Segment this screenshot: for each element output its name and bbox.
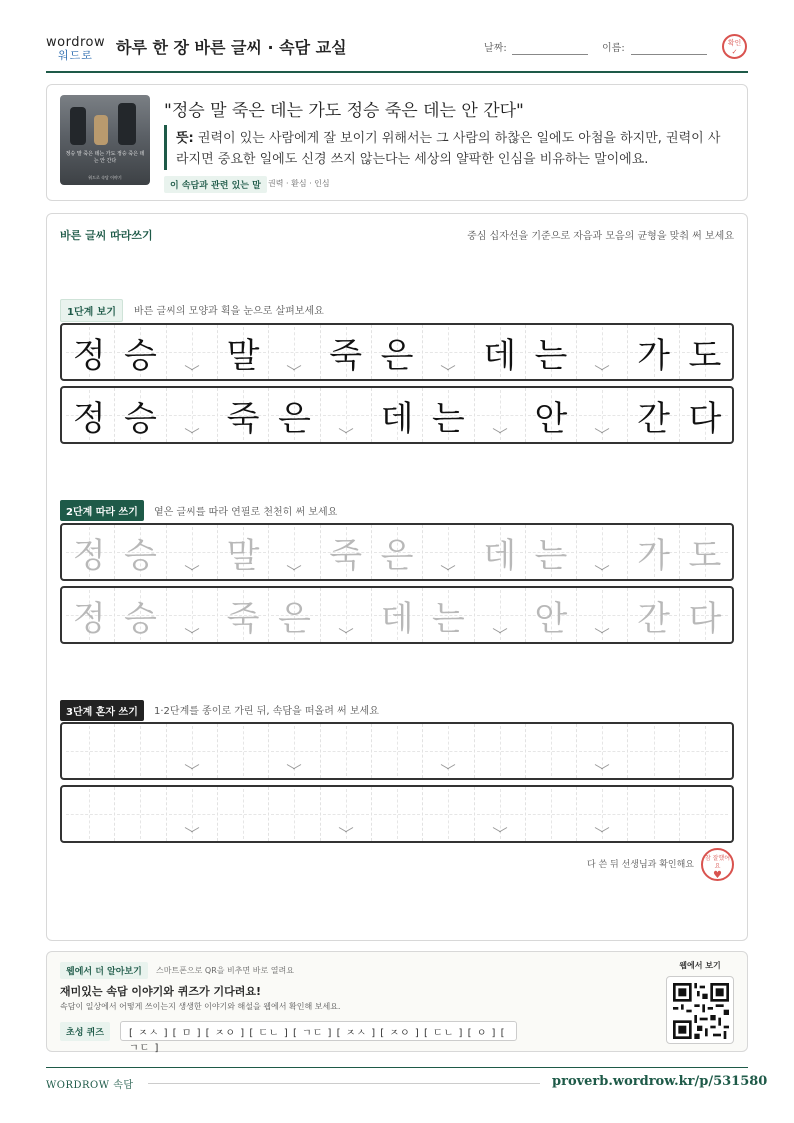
grid-cell[interactable] [372, 724, 423, 778]
meaning-accent-bar [164, 125, 167, 170]
grid-char: 말 [226, 535, 260, 576]
wordrow-logo[interactable] [46, 35, 108, 61]
grid-cell[interactable] [64, 787, 115, 841]
grid-cell[interactable] [680, 724, 730, 778]
grid-cell [64, 325, 115, 379]
teacher-note: 다 쓴 뒤 선생님과 확인해요 [586, 860, 694, 870]
step1-line2 [60, 386, 734, 444]
name-line [631, 54, 707, 55]
step1-line1 [60, 323, 734, 381]
space-mark-icon [185, 565, 199, 573]
grid-cell[interactable] [321, 724, 372, 778]
proverb-meaning [176, 128, 726, 170]
space-mark-icon [441, 764, 455, 772]
grid-char: 데 [483, 335, 517, 376]
grid-cell [526, 388, 577, 442]
footer-rule [46, 1067, 748, 1068]
grid-cell [680, 325, 730, 379]
grid-char: 안 [534, 398, 568, 439]
grid-cell[interactable] [269, 525, 320, 579]
space-mark-icon [595, 428, 609, 436]
grid-cell[interactable] [577, 588, 628, 642]
grid-cell[interactable] [115, 525, 166, 579]
grid-char: 죽 [329, 335, 363, 376]
grid-cell[interactable] [218, 787, 269, 841]
space-mark-icon [595, 628, 609, 636]
space-mark-icon [595, 365, 609, 373]
step2-note: 옅은 글씨를 따라 연필로 천천히 써 보세요 [154, 507, 338, 518]
meaning-text: 권력이 있는 사람에게 잘 보이기 위해서는 그 사람의 하찮은 일에도 아첨을 하지만, 권력이 사라지면 중요한 일에도 신경 쓰지 않는다는 세상의 얄팍한 인심을 비유하는 말이에요. [176, 131, 721, 167]
thumbnail-caption: 정승 말 죽은 데는 가도 정승 죽은 데는 안 간다 [65, 151, 145, 164]
grid-char: 승 [124, 598, 157, 639]
grid-char: 정 [72, 398, 106, 439]
grid-cell [372, 388, 423, 442]
grid-char: 정 [72, 535, 106, 576]
check-stamp: 확인 ✓ [722, 34, 747, 59]
grid-cell[interactable] [64, 525, 115, 579]
grid-char: 는 [534, 535, 568, 576]
grid-cell [628, 325, 679, 379]
proverb-title: "정승 말 죽은 데는 가도 정승 죽은 데는 안 간다" [164, 101, 524, 121]
web-sub: 스마트폰으로 QR을 비추면 바로 열려요 [156, 966, 294, 975]
space-mark-icon [287, 565, 301, 573]
grid-cell[interactable] [526, 787, 577, 841]
grid-char: 간 [637, 398, 671, 439]
grid-cell [321, 388, 372, 442]
space-mark-icon [441, 565, 455, 573]
grid-char: 데 [380, 398, 414, 439]
step1-badge: 1단계 보기 [60, 299, 123, 322]
grid-cell[interactable] [269, 724, 320, 778]
web-desc: 속담이 일상에서 어떻게 쓰이는지 생생한 이야기와 해설을 웹에서 확인해 보세요. [60, 1002, 341, 1011]
grid-cell [269, 388, 320, 442]
step3-line2[interactable] [60, 785, 734, 843]
grid-cell [218, 388, 269, 442]
grid-cell [321, 325, 372, 379]
proverb-thumbnail [60, 95, 150, 185]
logo-text: wordrow [46, 35, 106, 50]
grid-cell[interactable] [475, 525, 526, 579]
grid-char: 승 [124, 398, 157, 439]
grid-cell[interactable] [372, 787, 423, 841]
grid-cell[interactable] [167, 787, 218, 841]
grid-char: 죽 [226, 598, 260, 639]
grid-cell[interactable] [115, 724, 166, 778]
space-mark-icon [441, 365, 455, 373]
header-rule [46, 71, 748, 73]
grid-char: 은 [380, 535, 414, 576]
grid-cell [269, 325, 320, 379]
grid-char: 다 [688, 598, 722, 639]
related-label: 이 속담과 관련 있는 말 [164, 176, 267, 193]
grid-char: 정 [72, 335, 106, 376]
grid-cell [628, 388, 679, 442]
grid-cell [423, 325, 474, 379]
practice-note: 중심 십자선을 기준으로 자음과 모음의 균형을 맞춰 써 보세요 [467, 231, 734, 242]
grid-cell[interactable] [167, 724, 218, 778]
grid-char: 승 [124, 535, 157, 576]
grid-char: 은 [277, 398, 311, 439]
qr-code[interactable] [666, 976, 734, 1044]
grid-char: 가 [637, 335, 671, 376]
grid-cell [526, 325, 577, 379]
grid-cell[interactable] [64, 588, 115, 642]
step2-badge: 2단계 따라 쓰기 [60, 500, 144, 521]
grid-cell[interactable] [475, 588, 526, 642]
related-tags: 권력 · 환심 · 인심 [268, 179, 330, 188]
qr-icon [673, 983, 729, 1039]
space-mark-icon [185, 428, 199, 436]
name-label: 이름: [602, 43, 625, 54]
grid-cell[interactable] [475, 787, 526, 841]
space-mark-icon [339, 428, 353, 436]
grid-cell[interactable] [423, 588, 474, 642]
space-mark-icon [595, 827, 609, 835]
grid-cell[interactable] [372, 525, 423, 579]
grid-cell[interactable] [423, 525, 474, 579]
grid-cell[interactable] [321, 525, 372, 579]
space-mark-icon [595, 565, 609, 573]
date-label: 날짜: [484, 43, 507, 54]
footer-brand: WORDROW 속담 [46, 1080, 134, 1091]
grid-cell[interactable] [577, 525, 628, 579]
grid-char: 도 [688, 535, 722, 576]
grid-char: 승 [124, 335, 157, 376]
grid-cell[interactable] [218, 724, 269, 778]
grid-cell[interactable] [269, 787, 320, 841]
step2-line2[interactable] [60, 586, 734, 644]
step3-badge: 3단계 혼자 쓰기 [60, 700, 144, 721]
grid-cell [218, 325, 269, 379]
grid-cell[interactable] [167, 588, 218, 642]
step3-line1[interactable] [60, 722, 734, 780]
space-mark-icon [185, 827, 199, 835]
web-badge: 웹에서 더 알아보기 [60, 962, 148, 979]
grid-cell [64, 388, 115, 442]
grid-cell[interactable] [218, 588, 269, 642]
date-line [512, 54, 588, 55]
grid-char: 안 [534, 598, 568, 639]
space-mark-icon [185, 628, 199, 636]
page-title: 하루 한 장 바른 글씨 · 속담 교실 [116, 38, 347, 57]
grid-cell[interactable] [167, 525, 218, 579]
step3-note: 1·2단계를 종이로 가린 뒤, 속담을 떠올려 써 보세요 [154, 706, 379, 717]
footer-divider [148, 1083, 540, 1084]
web-title: 재미있는 속담 이야기와 퀴즈가 기다려요! [60, 985, 261, 998]
grid-char: 는 [534, 335, 568, 376]
qr-label: 웹에서 보기 [679, 961, 721, 970]
grid-char: 간 [637, 598, 671, 639]
grid-cell[interactable] [628, 787, 679, 841]
space-mark-icon [595, 764, 609, 772]
grid-cell[interactable] [115, 588, 166, 642]
footer-url[interactable]: proverb.wordrow.kr/p/531580 [552, 1074, 768, 1089]
space-mark-icon [339, 628, 353, 636]
grid-cell[interactable] [64, 724, 115, 778]
logo-korean: 워드로 [58, 49, 93, 62]
check-icon: ✓ [731, 48, 738, 56]
grid-cell[interactable] [423, 787, 474, 841]
grid-cell[interactable] [680, 588, 730, 642]
space-mark-icon [185, 764, 199, 772]
space-mark-icon [493, 827, 507, 835]
grid-char: 도 [688, 335, 722, 376]
grid-cell[interactable] [526, 588, 577, 642]
grid-char: 다 [688, 398, 722, 439]
meaning-label: 뜻: [176, 131, 194, 146]
space-mark-icon [185, 365, 199, 373]
teacher-stamp: 참 잘했어요 ♥ [701, 848, 734, 881]
space-mark-icon [493, 428, 507, 436]
thumbnail-source: 워드로 속담 이야기 [88, 175, 122, 180]
grid-cell[interactable] [680, 525, 730, 579]
grid-char: 말 [226, 335, 260, 376]
grid-char: 는 [431, 598, 465, 639]
step1-note: 바른 글씨의 모양과 획을 눈으로 살펴보세요 [134, 306, 324, 317]
grid-cell[interactable] [423, 724, 474, 778]
grid-cell [167, 325, 218, 379]
grid-char: 정 [72, 598, 106, 639]
grid-cell[interactable] [115, 787, 166, 841]
grid-cell[interactable] [577, 787, 628, 841]
grid-char: 죽 [329, 535, 363, 576]
grid-cell[interactable] [372, 588, 423, 642]
grid-cell [475, 325, 526, 379]
grid-cell [680, 388, 730, 442]
grid-char: 는 [431, 398, 465, 439]
grid-cell [577, 388, 628, 442]
grid-cell[interactable] [321, 588, 372, 642]
grid-cell [475, 388, 526, 442]
grid-cell[interactable] [475, 724, 526, 778]
grid-cell[interactable] [526, 525, 577, 579]
grid-cell[interactable] [628, 724, 679, 778]
space-mark-icon [339, 827, 353, 835]
grid-cell [167, 388, 218, 442]
space-mark-icon [287, 764, 301, 772]
grid-cell[interactable] [321, 787, 372, 841]
grid-char: 데 [483, 535, 517, 576]
heart-icon: ♥ [713, 870, 722, 881]
grid-cell[interactable] [577, 724, 628, 778]
grid-cell[interactable] [628, 525, 679, 579]
grid-cell [423, 388, 474, 442]
grid-cell[interactable] [218, 525, 269, 579]
practice-title: 바른 글씨 따라쓰기 [60, 229, 153, 242]
grid-cell[interactable] [628, 588, 679, 642]
grid-cell[interactable] [680, 787, 730, 841]
space-mark-icon [287, 365, 301, 373]
quiz-label: 초성 퀴즈 [60, 1022, 110, 1041]
grid-cell[interactable] [526, 724, 577, 778]
chosung-quiz: [ ㅈㅅ ] [ ㅁ ] [ ㅈㅇ ] [ ㄷㄴ ] [ ㄱㄷ ] [ ㅈㅅ ] [ ㅈㅇ ] [ ㄷㄴ ] [ ㅇ ] [ ㄱㄷ ] [120, 1021, 517, 1041]
grid-char: 은 [277, 598, 311, 639]
grid-cell [115, 325, 166, 379]
grid-char: 죽 [226, 398, 260, 439]
grid-cell[interactable] [269, 588, 320, 642]
grid-char: 가 [637, 535, 671, 576]
grid-char: 은 [380, 335, 414, 376]
grid-char: 데 [380, 598, 414, 639]
grid-cell [115, 388, 166, 442]
step2-line1[interactable] [60, 523, 734, 581]
grid-cell [577, 325, 628, 379]
grid-cell [372, 325, 423, 379]
space-mark-icon [493, 628, 507, 636]
